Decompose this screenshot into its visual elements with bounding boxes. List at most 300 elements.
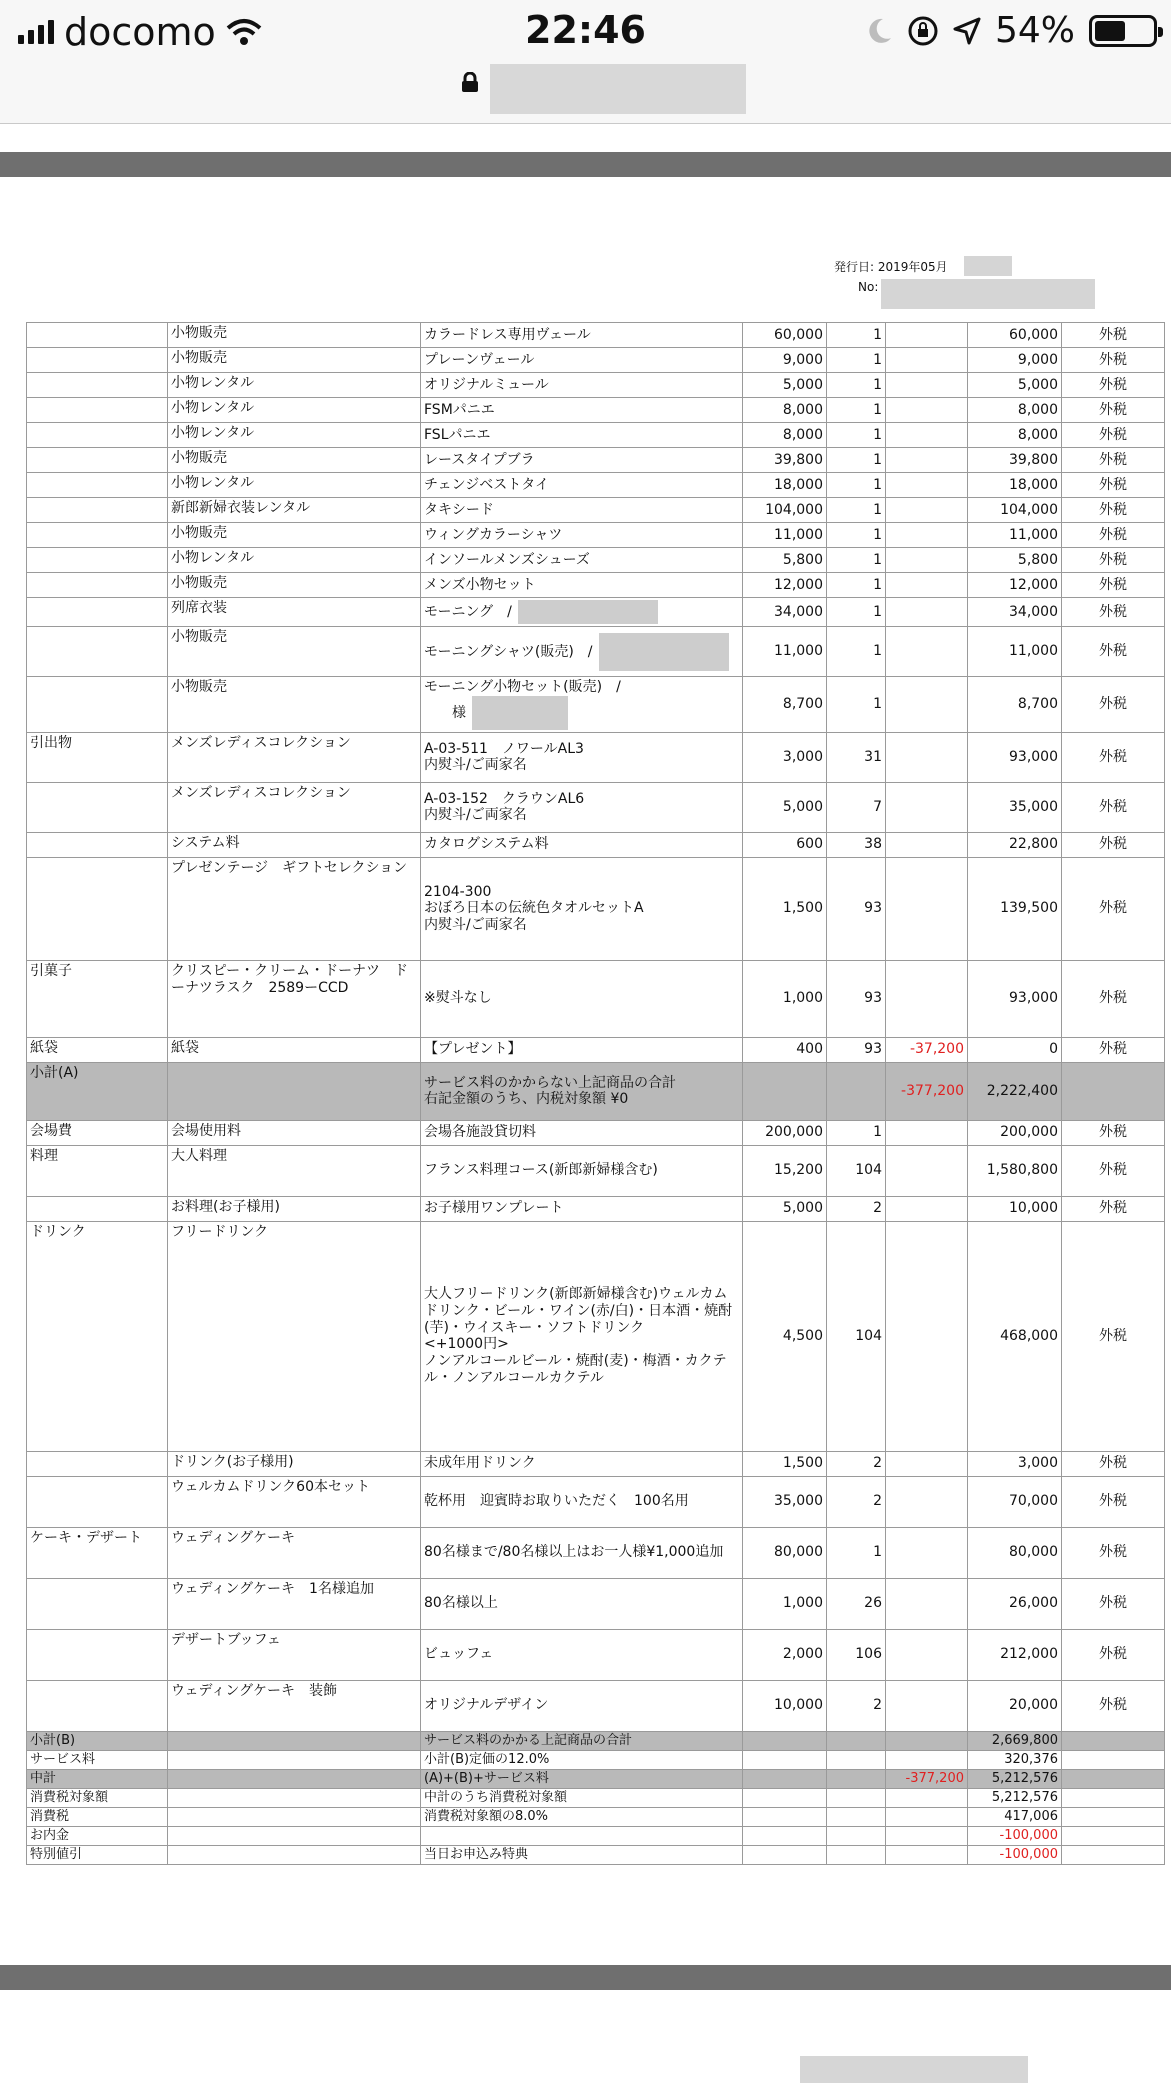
- table-row: [27, 1120, 1165, 1145]
- amount-cell: 2,669,800: [968, 1731, 1062, 1750]
- discount-cell: [886, 1845, 968, 1864]
- description-cell: オリジナルデザイン: [421, 1680, 743, 1731]
- quantity-cell: [827, 1826, 886, 1845]
- category-cell: [27, 677, 168, 733]
- quantity-cell: 2: [827, 1196, 886, 1221]
- amount-cell: 20,000: [968, 1680, 1062, 1731]
- quantity-cell: 1: [827, 323, 886, 348]
- amount-cell: 93,000: [968, 960, 1062, 1037]
- category-cell: [27, 1680, 168, 1731]
- amount-cell: 11,000: [968, 523, 1062, 548]
- discount-cell: [886, 1629, 968, 1680]
- category-cell: [27, 1578, 168, 1629]
- unit-price-cell: 5,000: [743, 1196, 827, 1221]
- quantity-cell: 1: [827, 627, 886, 677]
- tax-type-cell: [1062, 1731, 1165, 1750]
- amount-cell: 11,000: [968, 627, 1062, 677]
- tax-type-cell: [1062, 1826, 1165, 1845]
- description-cell: サービス料のかからない上記商品の合計 右記金額のうち、内税対象額 ¥0: [421, 1062, 743, 1120]
- item-name-cell: プレゼンテージ ギフトセレクション: [168, 857, 421, 960]
- description-cell: 乾杯用 迎賓時お取りいただく 100名用: [421, 1476, 743, 1527]
- table-row: [27, 1527, 1165, 1578]
- quantity-cell: 38: [827, 832, 886, 857]
- quantity-cell: 1: [827, 598, 886, 627]
- table-row: [27, 1807, 1165, 1826]
- description-cell: オリジナルミュール: [421, 373, 743, 398]
- category-cell: [27, 498, 168, 523]
- item-name-cell: [168, 1788, 421, 1807]
- discount-cell: [886, 1476, 968, 1527]
- discount-cell: [886, 1788, 968, 1807]
- quantity-cell: 26: [827, 1578, 886, 1629]
- item-name-cell: [168, 1750, 421, 1769]
- amount-cell: 3,000: [968, 1451, 1062, 1476]
- discount-cell: [886, 1826, 968, 1845]
- amount-cell: -100,000: [968, 1826, 1062, 1845]
- discount-cell: [886, 1527, 968, 1578]
- table-row: [27, 1845, 1165, 1864]
- tax-type-cell: 外税: [1062, 423, 1165, 448]
- category-cell: [27, 857, 168, 960]
- category-cell: 中計: [27, 1769, 168, 1788]
- discount-cell: [886, 1807, 968, 1826]
- item-name-cell: [168, 1807, 421, 1826]
- rotation-lock-icon: [907, 15, 939, 47]
- category-cell: ケーキ・デザート: [27, 1527, 168, 1578]
- amount-cell: 1,580,800: [968, 1145, 1062, 1196]
- description-cell: FSLパニエ: [421, 423, 743, 448]
- category-cell: [27, 523, 168, 548]
- discount-cell: [886, 782, 968, 832]
- tax-type-cell: 外税: [1062, 1578, 1165, 1629]
- table-row: [27, 523, 1165, 548]
- table-row: [27, 348, 1165, 373]
- unit-price-cell: 8,000: [743, 423, 827, 448]
- tax-type-cell: 外税: [1062, 398, 1165, 423]
- item-name-cell: 小物販売: [168, 573, 421, 598]
- table-row: [27, 782, 1165, 832]
- description-cell: 【プレゼント】: [421, 1037, 743, 1062]
- description-cell: A-03-152 クラウンAL6 内熨斗/ご両家名: [421, 782, 743, 832]
- table-row: [27, 677, 1165, 733]
- amount-cell: -100,000: [968, 1845, 1062, 1864]
- quantity-cell: 1: [827, 573, 886, 598]
- discount-cell: [886, 857, 968, 960]
- tax-type-cell: 外税: [1062, 348, 1165, 373]
- description-cell: プレーンヴェール: [421, 348, 743, 373]
- category-cell: [27, 573, 168, 598]
- discount-cell: [886, 598, 968, 627]
- table-row: [27, 373, 1165, 398]
- table-row: [27, 1062, 1165, 1120]
- moon-icon: [865, 16, 893, 46]
- unit-price-cell: 12,000: [743, 573, 827, 598]
- discount-cell: [886, 498, 968, 523]
- document-number-redacted: [881, 279, 1095, 309]
- unit-price-cell: 39,800: [743, 448, 827, 473]
- amount-cell: 60,000: [968, 323, 1062, 348]
- item-name-cell: ウェディングケーキ: [168, 1527, 421, 1578]
- item-name-cell: ウェディングケーキ 1名様追加: [168, 1578, 421, 1629]
- amount-cell: 35,000: [968, 782, 1062, 832]
- amount-cell: 18,000: [968, 473, 1062, 498]
- amount-cell: 5,000: [968, 373, 1062, 398]
- estimate-table: [26, 322, 1165, 1865]
- amount-cell: 9,000: [968, 348, 1062, 373]
- location-icon: [953, 17, 981, 45]
- unit-price-cell: [743, 1845, 827, 1864]
- battery-percent: 54%: [994, 10, 1075, 51]
- item-name-cell: 小物レンタル: [168, 398, 421, 423]
- description-cell: (A)+(B)+サービス料: [421, 1769, 743, 1788]
- discount-cell: -37,200: [886, 1037, 968, 1062]
- quantity-cell: [827, 1731, 886, 1750]
- table-row: [27, 598, 1165, 627]
- footer-redacted: [800, 2056, 1028, 2083]
- amount-cell: 468,000: [968, 1221, 1062, 1451]
- unit-price-cell: 4,500: [743, 1221, 827, 1451]
- amount-cell: 212,000: [968, 1629, 1062, 1680]
- discount-cell: [886, 323, 968, 348]
- table-row: [27, 573, 1165, 598]
- unit-price-cell: 200,000: [743, 1120, 827, 1145]
- discount-cell: [886, 523, 968, 548]
- lock-icon: [460, 72, 480, 92]
- tax-type-cell: 外税: [1062, 473, 1165, 498]
- category-cell: [27, 323, 168, 348]
- quantity-cell: 93: [827, 1037, 886, 1062]
- description-cell: チェンジベストタイ: [421, 473, 743, 498]
- redacted-name: [472, 696, 568, 730]
- table-row: [27, 1750, 1165, 1769]
- page-bottom-band: [0, 1965, 1171, 1990]
- quantity-cell: 93: [827, 960, 886, 1037]
- description-cell: お子様用ワンプレート: [421, 1196, 743, 1221]
- item-name-cell: お料理(お子様用): [168, 1196, 421, 1221]
- amount-cell: 39,800: [968, 448, 1062, 473]
- item-name-cell: 紙袋: [168, 1037, 421, 1062]
- table-row: [27, 323, 1165, 348]
- unit-price-cell: 400: [743, 1037, 827, 1062]
- discount-cell: [886, 448, 968, 473]
- description-cell: ※熨斗なし: [421, 960, 743, 1037]
- tax-type-cell: 外税: [1062, 1221, 1165, 1451]
- unit-price-cell: 2,000: [743, 1629, 827, 1680]
- discount-cell: [886, 1451, 968, 1476]
- description-cell: カタログシステム料: [421, 832, 743, 857]
- amount-cell: 8,000: [968, 398, 1062, 423]
- category-cell: サービス料: [27, 1750, 168, 1769]
- discount-cell: [886, 398, 968, 423]
- discount-cell: [886, 832, 968, 857]
- unit-price-cell: [743, 1062, 827, 1120]
- amount-cell: 5,800: [968, 548, 1062, 573]
- quantity-cell: 1: [827, 423, 886, 448]
- amount-cell: 200,000: [968, 1120, 1062, 1145]
- unit-price-cell: 15,200: [743, 1145, 827, 1196]
- tax-type-cell: 外税: [1062, 677, 1165, 733]
- amount-cell: 417,006: [968, 1807, 1062, 1826]
- category-cell: [27, 1629, 168, 1680]
- discount-cell: [886, 1196, 968, 1221]
- amount-cell: 139,500: [968, 857, 1062, 960]
- tax-type-cell: 外税: [1062, 598, 1165, 627]
- item-name-cell: [168, 1062, 421, 1120]
- description-cell: [421, 1826, 743, 1845]
- category-cell: 小計(A): [27, 1062, 168, 1120]
- tax-type-cell: [1062, 1769, 1165, 1788]
- redacted-name: [518, 600, 658, 624]
- discount-cell: [886, 1680, 968, 1731]
- item-name-cell: 小物販売: [168, 677, 421, 733]
- item-name-cell: メンズレディスコレクション: [168, 782, 421, 832]
- discount-cell: [886, 1578, 968, 1629]
- table-row: [27, 1145, 1165, 1196]
- quantity-cell: 1: [827, 498, 886, 523]
- table-row: [27, 1476, 1165, 1527]
- item-name-cell: 会場使用料: [168, 1120, 421, 1145]
- amount-cell: 5,212,576: [968, 1769, 1062, 1788]
- quantity-cell: 1: [827, 448, 886, 473]
- item-name-cell: 列席衣装: [168, 598, 421, 627]
- quantity-cell: 1: [827, 373, 886, 398]
- unit-price-cell: 11,000: [743, 523, 827, 548]
- carrier-name: docomo: [64, 10, 216, 54]
- category-cell: [27, 598, 168, 627]
- amount-cell: 93,000: [968, 732, 1062, 782]
- tax-type-cell: 外税: [1062, 1527, 1165, 1578]
- table-row: [27, 732, 1165, 782]
- unit-price-cell: 1,000: [743, 1578, 827, 1629]
- tax-type-cell: 外税: [1062, 1120, 1165, 1145]
- category-cell: 消費税対象額: [27, 1788, 168, 1807]
- table-row: [27, 1731, 1165, 1750]
- description-cell: FSMパニエ: [421, 398, 743, 423]
- category-cell: 特別値引: [27, 1845, 168, 1864]
- tax-type-cell: 外税: [1062, 1629, 1165, 1680]
- clock: 22:46: [525, 8, 646, 52]
- quantity-cell: 1: [827, 473, 886, 498]
- discount-cell: [886, 348, 968, 373]
- unit-price-cell: 80,000: [743, 1527, 827, 1578]
- tax-type-cell: 外税: [1062, 498, 1165, 523]
- category-cell: [27, 832, 168, 857]
- unit-price-cell: 8,000: [743, 398, 827, 423]
- amount-cell: 70,000: [968, 1476, 1062, 1527]
- tax-type-cell: 外税: [1062, 627, 1165, 677]
- unit-price-cell: [743, 1788, 827, 1807]
- unit-price-cell: 1,500: [743, 857, 827, 960]
- category-cell: [27, 782, 168, 832]
- description-cell: 80名様以上: [421, 1578, 743, 1629]
- unit-price-cell: 600: [743, 832, 827, 857]
- category-cell: 消費税: [27, 1807, 168, 1826]
- quantity-cell: 106: [827, 1629, 886, 1680]
- table-row: [27, 627, 1165, 677]
- unit-price-cell: [743, 1731, 827, 1750]
- amount-cell: 320,376: [968, 1750, 1062, 1769]
- tax-type-cell: 外税: [1062, 373, 1165, 398]
- amount-cell: 34,000: [968, 598, 1062, 627]
- amount-cell: 10,000: [968, 1196, 1062, 1221]
- quantity-cell: 1: [827, 548, 886, 573]
- discount-cell: [886, 960, 968, 1037]
- table-row: [27, 960, 1165, 1037]
- description-cell: ウィングカラーシャツ: [421, 523, 743, 548]
- item-name-cell: デザートブッフェ: [168, 1629, 421, 1680]
- category-cell: [27, 348, 168, 373]
- unit-price-cell: 11,000: [743, 627, 827, 677]
- discount-cell: [886, 473, 968, 498]
- tax-type-cell: 外税: [1062, 960, 1165, 1037]
- category-cell: [27, 548, 168, 573]
- unit-price-cell: [743, 1826, 827, 1845]
- status-bar: [0, 0, 1171, 62]
- unit-price-cell: 9,000: [743, 348, 827, 373]
- discount-cell: [886, 1750, 968, 1769]
- tax-type-cell: 外税: [1062, 832, 1165, 857]
- quantity-cell: 2: [827, 1451, 886, 1476]
- tax-type-cell: 外税: [1062, 1680, 1165, 1731]
- item-name-cell: 大人料理: [168, 1145, 421, 1196]
- item-name-cell: クリスピー・クリーム・ドーナツ ドーナツラスク 2589ーCCD: [168, 960, 421, 1037]
- issue-date-redacted: [964, 256, 1012, 276]
- item-name-cell: ドリンク(お子様用): [168, 1451, 421, 1476]
- tax-type-cell: [1062, 1788, 1165, 1807]
- table-row: [27, 1788, 1165, 1807]
- table-row: [27, 473, 1165, 498]
- quantity-cell: 7: [827, 782, 886, 832]
- table-row: [27, 1578, 1165, 1629]
- unit-price-cell: 18,000: [743, 473, 827, 498]
- tax-type-cell: 外税: [1062, 1196, 1165, 1221]
- quantity-cell: [827, 1750, 886, 1769]
- category-cell: 会場費: [27, 1120, 168, 1145]
- discount-cell: [886, 1221, 968, 1451]
- item-name-cell: [168, 1845, 421, 1864]
- category-cell: [27, 1451, 168, 1476]
- unit-price-cell: 35,000: [743, 1476, 827, 1527]
- quantity-cell: 104: [827, 1221, 886, 1451]
- quantity-cell: 104: [827, 1145, 886, 1196]
- battery-icon: [1089, 15, 1157, 47]
- table-row: [27, 1196, 1165, 1221]
- table-row: [27, 423, 1165, 448]
- item-name-cell: 小物販売: [168, 523, 421, 548]
- category-cell: ドリンク: [27, 1221, 168, 1451]
- tax-type-cell: 外税: [1062, 523, 1165, 548]
- item-name-cell: 小物販売: [168, 348, 421, 373]
- unit-price-cell: 5,000: [743, 782, 827, 832]
- unit-price-cell: 1,000: [743, 960, 827, 1037]
- item-name-cell: システム料: [168, 832, 421, 857]
- unit-price-cell: 8,700: [743, 677, 827, 733]
- item-name-cell: [168, 1731, 421, 1750]
- quantity-cell: 1: [827, 523, 886, 548]
- table-row: [27, 832, 1165, 857]
- description-cell: モーニング /: [421, 598, 743, 627]
- quantity-cell: 1: [827, 348, 886, 373]
- quantity-cell: 93: [827, 857, 886, 960]
- category-cell: [27, 627, 168, 677]
- category-cell: 引菓子: [27, 960, 168, 1037]
- description-cell: 中計のうち消費税対象額: [421, 1788, 743, 1807]
- discount-cell: [886, 732, 968, 782]
- table-row: [27, 398, 1165, 423]
- item-name-cell: 新郎新婦衣装レンタル: [168, 498, 421, 523]
- issue-date: 発行日: 2019年05月: [834, 260, 948, 274]
- discount-cell: [886, 677, 968, 733]
- amount-cell: 22,800: [968, 832, 1062, 857]
- description-cell: A-03-511 ノワールAL3 内熨斗/ご両家名: [421, 732, 743, 782]
- description-cell: モーニング小物セット(販売) / 様: [421, 677, 743, 733]
- description-cell: タキシード: [421, 498, 743, 523]
- quantity-cell: 2: [827, 1680, 886, 1731]
- discount-cell: [886, 1731, 968, 1750]
- item-name-cell: ウェルカムドリンク60本セット: [168, 1476, 421, 1527]
- item-name-cell: ウェディングケーキ 装飾: [168, 1680, 421, 1731]
- category-cell: 小計(B): [27, 1731, 168, 1750]
- description-cell: 当日お申込み特典: [421, 1845, 743, 1864]
- unit-price-cell: 5,800: [743, 548, 827, 573]
- description-cell: 小計(B)定価の12.0%: [421, 1750, 743, 1769]
- description-cell: 80名様まで/80名様以上はお一人様¥1,000追加: [421, 1527, 743, 1578]
- unit-price-cell: 3,000: [743, 732, 827, 782]
- unit-price-cell: 60,000: [743, 323, 827, 348]
- quantity-cell: 31: [827, 732, 886, 782]
- category-cell: [27, 473, 168, 498]
- description-cell: フランス料理コース(新郎新婦様含む): [421, 1145, 743, 1196]
- url-redacted: [490, 64, 746, 114]
- tax-type-cell: 外税: [1062, 1476, 1165, 1527]
- unit-price-cell: 10,000: [743, 1680, 827, 1731]
- tax-type-cell: 外税: [1062, 323, 1165, 348]
- quantity-cell: 1: [827, 1527, 886, 1578]
- category-cell: [27, 373, 168, 398]
- discount-cell: -377,200: [886, 1062, 968, 1120]
- tax-type-cell: 外税: [1062, 782, 1165, 832]
- discount-cell: [886, 1145, 968, 1196]
- tax-type-cell: 外税: [1062, 448, 1165, 473]
- unit-price-cell: [743, 1750, 827, 1769]
- unit-price-cell: 34,000: [743, 598, 827, 627]
- amount-cell: 2,222,400: [968, 1062, 1062, 1120]
- table-row: [27, 548, 1165, 573]
- description-cell: インソールメンズシューズ: [421, 548, 743, 573]
- description-cell: ビュッフェ: [421, 1629, 743, 1680]
- table-row: [27, 1629, 1165, 1680]
- discount-cell: [886, 373, 968, 398]
- category-cell: お内金: [27, 1826, 168, 1845]
- quantity-cell: [827, 1788, 886, 1807]
- item-name-cell: 小物販売: [168, 448, 421, 473]
- quantity-cell: 2: [827, 1476, 886, 1527]
- description-cell: レースタイプブラ: [421, 448, 743, 473]
- unit-price-cell: 1,500: [743, 1451, 827, 1476]
- quantity-cell: 1: [827, 1120, 886, 1145]
- item-name-cell: 小物レンタル: [168, 473, 421, 498]
- amount-cell: 5,212,576: [968, 1788, 1062, 1807]
- tax-type-cell: 外税: [1062, 1451, 1165, 1476]
- amount-cell: 0: [968, 1037, 1062, 1062]
- item-name-cell: 小物レンタル: [168, 373, 421, 398]
- quantity-cell: [827, 1062, 886, 1120]
- unit-price-cell: 104,000: [743, 498, 827, 523]
- discount-cell: [886, 627, 968, 677]
- tax-type-cell: [1062, 1750, 1165, 1769]
- category-cell: [27, 448, 168, 473]
- tax-type-cell: [1062, 1807, 1165, 1826]
